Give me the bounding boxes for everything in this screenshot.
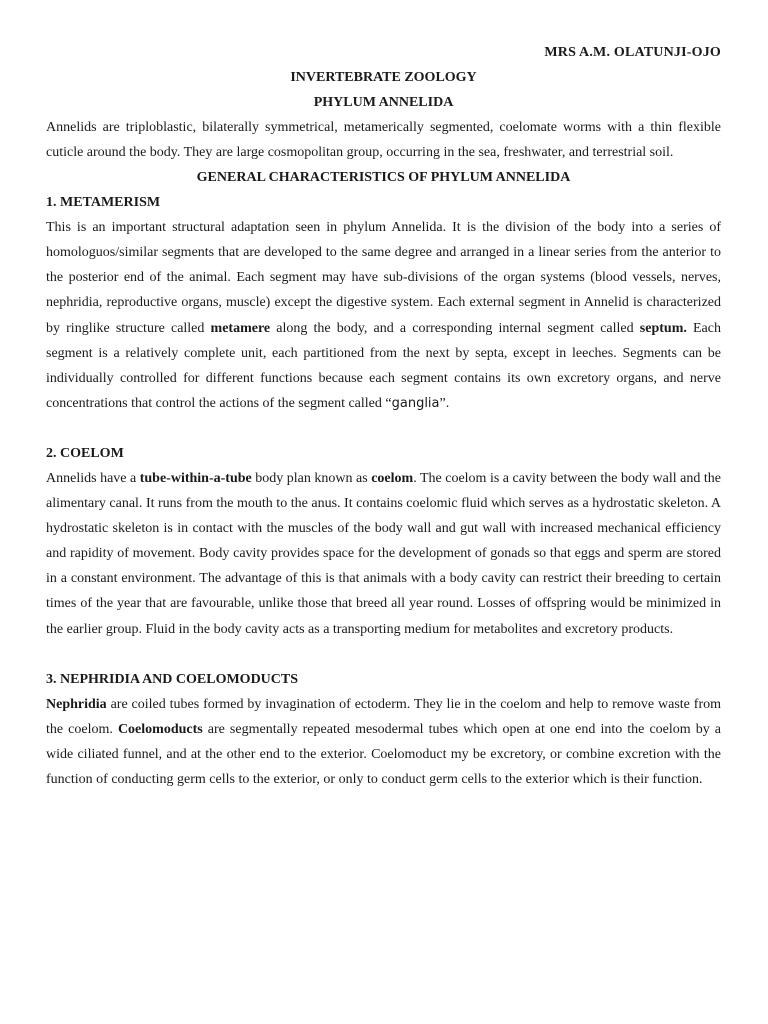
- nephridia-text-2: are segmentally repeated mesodermal tubes which open at one end into the coelom by a wide ciliated funnel, and at the other end to the exterior. Coelomoduct my be excretory, or combine excretion with the function of conducting germ cells to the exterior, or only to conduct germ cells to the exterior which is their function.: [46, 721, 721, 787]
- nephridia-heading: 3. NEPHRIDIA AND COELOMODUCTS: [46, 671, 299, 687]
- intro-paragraph: Annelids are triploblastic, bilaterally symmetrical, metamerically segmented, coelomate worms with a thin flexible cuticle around the body. They are large cosmopolitan group, occurring in the sea, freshwater, and terrestrial soil.: [46, 120, 721, 161]
- general-characteristics-heading: GENERAL CHARACTERISTICS OF PHYLUM ANNELIDA: [196, 170, 571, 186]
- metamerism-paragraph: [46, 215, 721, 416]
- coelom-heading: 2. COELOM: [46, 445, 124, 461]
- tube-within-a-tube-term: tube-within-a-tube: [139, 470, 252, 486]
- coelom-text-1: Annelids have a: [46, 470, 140, 486]
- nephridia-paragraph: [46, 692, 721, 792]
- coelom-text-2: body plan known as: [251, 470, 372, 486]
- document-page: [46, 40, 721, 792]
- coelom-text-3: . The coelom is a cavity between the body wall and the alimentary canal. It runs from the mouth to the anus. It contains coelomic fluid which serves as a hydrostatic skeleton. A hydrostatic skeleton is in contact with the muscles of the body wall and gut wall with increased mechanical efficiency and rapidity of movement. Body cavity provides space for the development of gonads so that eggs and sperm are stored in a constant environment. The advantage of this is that animals with a body cavity can restrict their breeding to certain times of the year that are favourable, unlike those that breed all year round. Losses of offspring would be minimized in the earlier group. Fluid in the body cavity acts as a transporting medium for metabolites and excretory products.: [46, 470, 721, 637]
- phylum-title: PHYLUM ANNELIDA: [313, 95, 454, 110]
- metamere-term: metamere: [210, 320, 271, 336]
- metamerism-text-3: Each segment is a relatively complete unit, each partitioned from the next by septa, except in leeches. Segments can be individually controlled for different functions because each segment contains its own excretory organs, and nerve concentrations that control the actions of the segment called “: [46, 320, 721, 411]
- nephridia-term: Nephridia: [46, 696, 107, 712]
- septum-term: septum.: [639, 320, 687, 336]
- coelomoducts-term: Coelomoducts: [117, 721, 203, 737]
- metamerism-text-1: This is an important structural adaptation seen in phylum Annelida. It is the division of the body into a series of homologuos/similar segments that are developed to the same degree and arranged in a linear series from the anterior to the posterior end of the animal. Each segment may have sub-divisions of the organ systems (blood vessels, nerves, nephridia, reproductive organs, muscle) except the digestive system. Each external segment in Annelid is characterized by ringlike structure called: [46, 220, 721, 336]
- nephridia-text-1: are coiled tubes formed by invagination of ectoderm. They lie in the coelom and help to remove waste from the coelom.: [46, 696, 721, 737]
- spacer: [46, 416, 721, 441]
- coelom-paragraph: [46, 466, 721, 642]
- metamerism-heading: 1. METAMERISM: [46, 195, 161, 211]
- coelom-term: coelom: [371, 470, 414, 486]
- spacer: [46, 642, 721, 667]
- ganglia-term: ganglia: [391, 395, 440, 411]
- metamerism-text-2: along the body, and a corresponding internal segment called: [270, 320, 640, 336]
- author-name: MRS A.M. OLATUNJI-OJO: [544, 45, 721, 60]
- metamerism-text-4: ”.: [439, 395, 450, 411]
- course-title: INVERTEBRATE ZOOLOGY: [290, 70, 477, 85]
